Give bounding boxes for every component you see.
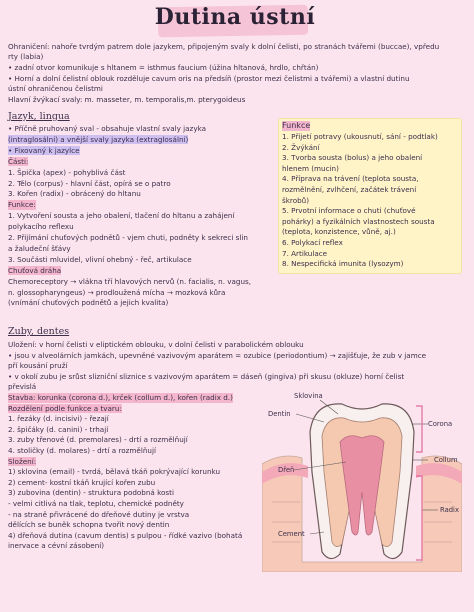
jazyk-line: 2. Tělo (corpus) - hlavní část, opírá se o patro bbox=[8, 178, 171, 188]
funkce-item: 3. Tvorba sousta (bolus) a jeho obalení bbox=[282, 153, 423, 163]
zuby-line: 3) zubovina (dentin) - struktura podobná kosti bbox=[8, 488, 174, 498]
corona-bracket bbox=[416, 406, 422, 452]
jazyk-line: (intraglosální) a vnější svaly jazyka (extraglosální) bbox=[8, 134, 189, 144]
funkce-heading: Funkce bbox=[282, 121, 311, 130]
funkce-item: hlenem (mucin) bbox=[282, 163, 339, 173]
intro-line-5: ústní ohraničenou čelistmi bbox=[8, 84, 103, 93]
zuby-line: Složení: bbox=[8, 456, 37, 466]
label-sklovina: Sklovina bbox=[294, 392, 323, 400]
jazyk-line: a žaludeční šťávy bbox=[8, 243, 71, 253]
jazyk-line: • Příčně pruhovaný sval - obsahuje vlastní svaly jazyka bbox=[8, 124, 207, 133]
zuby-line: Rozdělení podle funkce a tvaru: bbox=[8, 403, 122, 413]
funkce-item: 6. Polykací reflex bbox=[282, 238, 343, 247]
funkce-item: 8. Nespecifická imunita (lysozym) bbox=[282, 259, 404, 269]
intro-line-3: • zadní otvor komunikuje s hltanem = isthmus faucium (úžina hltanová, hrdlo, chřtán) bbox=[8, 63, 319, 72]
jazyk-line: 2. Přijímání chuťových podnětů - vjem chuti, podněty k sekreci slin bbox=[8, 233, 248, 242]
zuby-line: • jsou v alveolárních jamkách, upevněné vazivovým aparátem = ozubice (periodontium) → zajišťuje, že zub v jamce bbox=[8, 350, 427, 360]
jazyk-line: (vnímání chuťových podnětů a jejich kvalita) bbox=[8, 298, 169, 308]
funkce-item: rozmělnění, zvlhčení, začátek trávení bbox=[282, 185, 417, 194]
intro-line-4: • Horní a dolní čelistní oblouk rozděluje cavum oris na předsíň (prostor mezi čelistmi a tvářemi) a vlastní dutinu bbox=[8, 74, 410, 83]
zuby-line: 2. špičáky (d. canini) - trhají bbox=[8, 424, 109, 434]
funkce-item: škrobů) bbox=[282, 195, 310, 205]
jazyk-line: Chuťová dráha bbox=[8, 265, 62, 275]
label-collum: Collum bbox=[434, 456, 458, 464]
funkce-item: pohárky) a fyzikálních vlastnostech sousta bbox=[282, 216, 435, 226]
jazyk-heading: Jazyk, lingua bbox=[8, 111, 70, 122]
jazyk-line: Funkce: bbox=[8, 200, 36, 210]
zuby-line: 4) dřeňová dutina (cavum dentis) s pulpou - řídké vazivo (bohatá bbox=[8, 530, 243, 540]
jazyk-line: • Fixovaný k jazylce bbox=[8, 145, 80, 155]
zuby-heading: Zuby, dentes bbox=[8, 326, 70, 337]
label-corona: Corona bbox=[428, 420, 453, 428]
intro-line-1: Ohraničení: nahoře tvrdým patrem dole jazykem, připojeným svaly k dolní čelisti, po stranách tvářemi (buccae), vpředu bbox=[8, 42, 440, 51]
funkce-item: 7. Artikulace bbox=[282, 248, 328, 258]
jazyk-line: Části: bbox=[8, 156, 29, 166]
page-title: Dutina ústní bbox=[154, 4, 316, 30]
zuby-line: - na straně přivrácené do dřeňové dutiny je vrstva bbox=[8, 509, 190, 519]
jazyk-line: 3. Součásti mluvidel, vlivní ohebný - řeč, artikulace bbox=[8, 254, 192, 264]
label-cement: Cement bbox=[278, 530, 305, 538]
zuby-line: 3. zuby třenové (d. premolares) - drtí a rozmělňují bbox=[8, 435, 188, 445]
label-dren: Dřeň bbox=[278, 466, 295, 474]
zuby-line: - velmi citlivá na tlak, teplotu, chemické podněty bbox=[8, 499, 184, 508]
zuby-line: inervace a cévní zásobení) bbox=[8, 541, 105, 551]
jazyk-line: n. glossopharyngeus) → prodloužená mícha → mozková kůra bbox=[8, 287, 226, 297]
jazyk-line: polykacího reflexu bbox=[8, 222, 74, 232]
jazyk-line: 1. Špička (apex) - pohyblivá část bbox=[8, 167, 126, 177]
funkce-box bbox=[278, 118, 462, 274]
zuby-line: 1) sklovina (email) - tvrdá, bělavá tkáň pokrývající korunku bbox=[8, 467, 220, 477]
funkce-item: 5. Prvotní informace o chuti (chuťové bbox=[282, 206, 416, 216]
intro-line-2: rty (labia) bbox=[8, 52, 44, 61]
funkce-item: 4. Příprava na trávení (teplota sousta, bbox=[282, 174, 419, 184]
funkce-item: 1. Přijetí potravy (ukousnutí, sání - podtlak) bbox=[282, 132, 438, 141]
zuby-line: 1. řezáky (d. incisivi) - řezají bbox=[8, 414, 109, 424]
jazyk-line: 1. Vytvoření sousta a jeho obalení, tlačení do hltanu a zahájení bbox=[8, 211, 235, 221]
zuby-line: Stavba: korunka (corona d.), krček (collum d.), kořen (radix d.) bbox=[8, 393, 233, 402]
intro-line-6: Hlavní žvýkací svaly: m. masseter, m. temporalis,m. pterygoideus bbox=[8, 95, 246, 104]
zuby-line: 4. stoličky (d. molares) - drtí a rozmělňují bbox=[8, 446, 156, 455]
label-radix: Radix bbox=[440, 506, 459, 514]
zuby-line: 2) cement- kostní tkáň krující kořen zubu bbox=[8, 477, 156, 487]
funkce-item: (teplota, konzistence, vůně, aj.) bbox=[282, 227, 396, 237]
jazyk-line: 3. Kořen (radix) - obrácený do hltanu bbox=[8, 189, 141, 199]
tooth-diagram bbox=[262, 392, 462, 572]
radix-bracket bbox=[416, 476, 422, 560]
label-dentin: Dentin bbox=[268, 410, 291, 418]
jazyk-line: Chemoreceptory → vlákna tří hlavových nervů (n. facialis, n. vagus, bbox=[8, 276, 252, 286]
zuby-line: dělících se buněk schopna tvořit nový dentin bbox=[8, 520, 170, 530]
zuby-line: Uložení: v horní čelisti v eliptickém oblouku, v dolní čelisti v parabolickém oblouku bbox=[8, 340, 304, 349]
zuby-line: • v okolí zubu je srůst slizniční sliznice s vazivovým aparátem = dáseň (gingiva) při skusu (okluze) horní čelist bbox=[8, 371, 405, 381]
zuby-line: převislá bbox=[8, 382, 37, 392]
zuby-line: pří kousání pruží bbox=[8, 361, 68, 371]
funkce-item: 2. Žvýkání bbox=[282, 142, 320, 152]
